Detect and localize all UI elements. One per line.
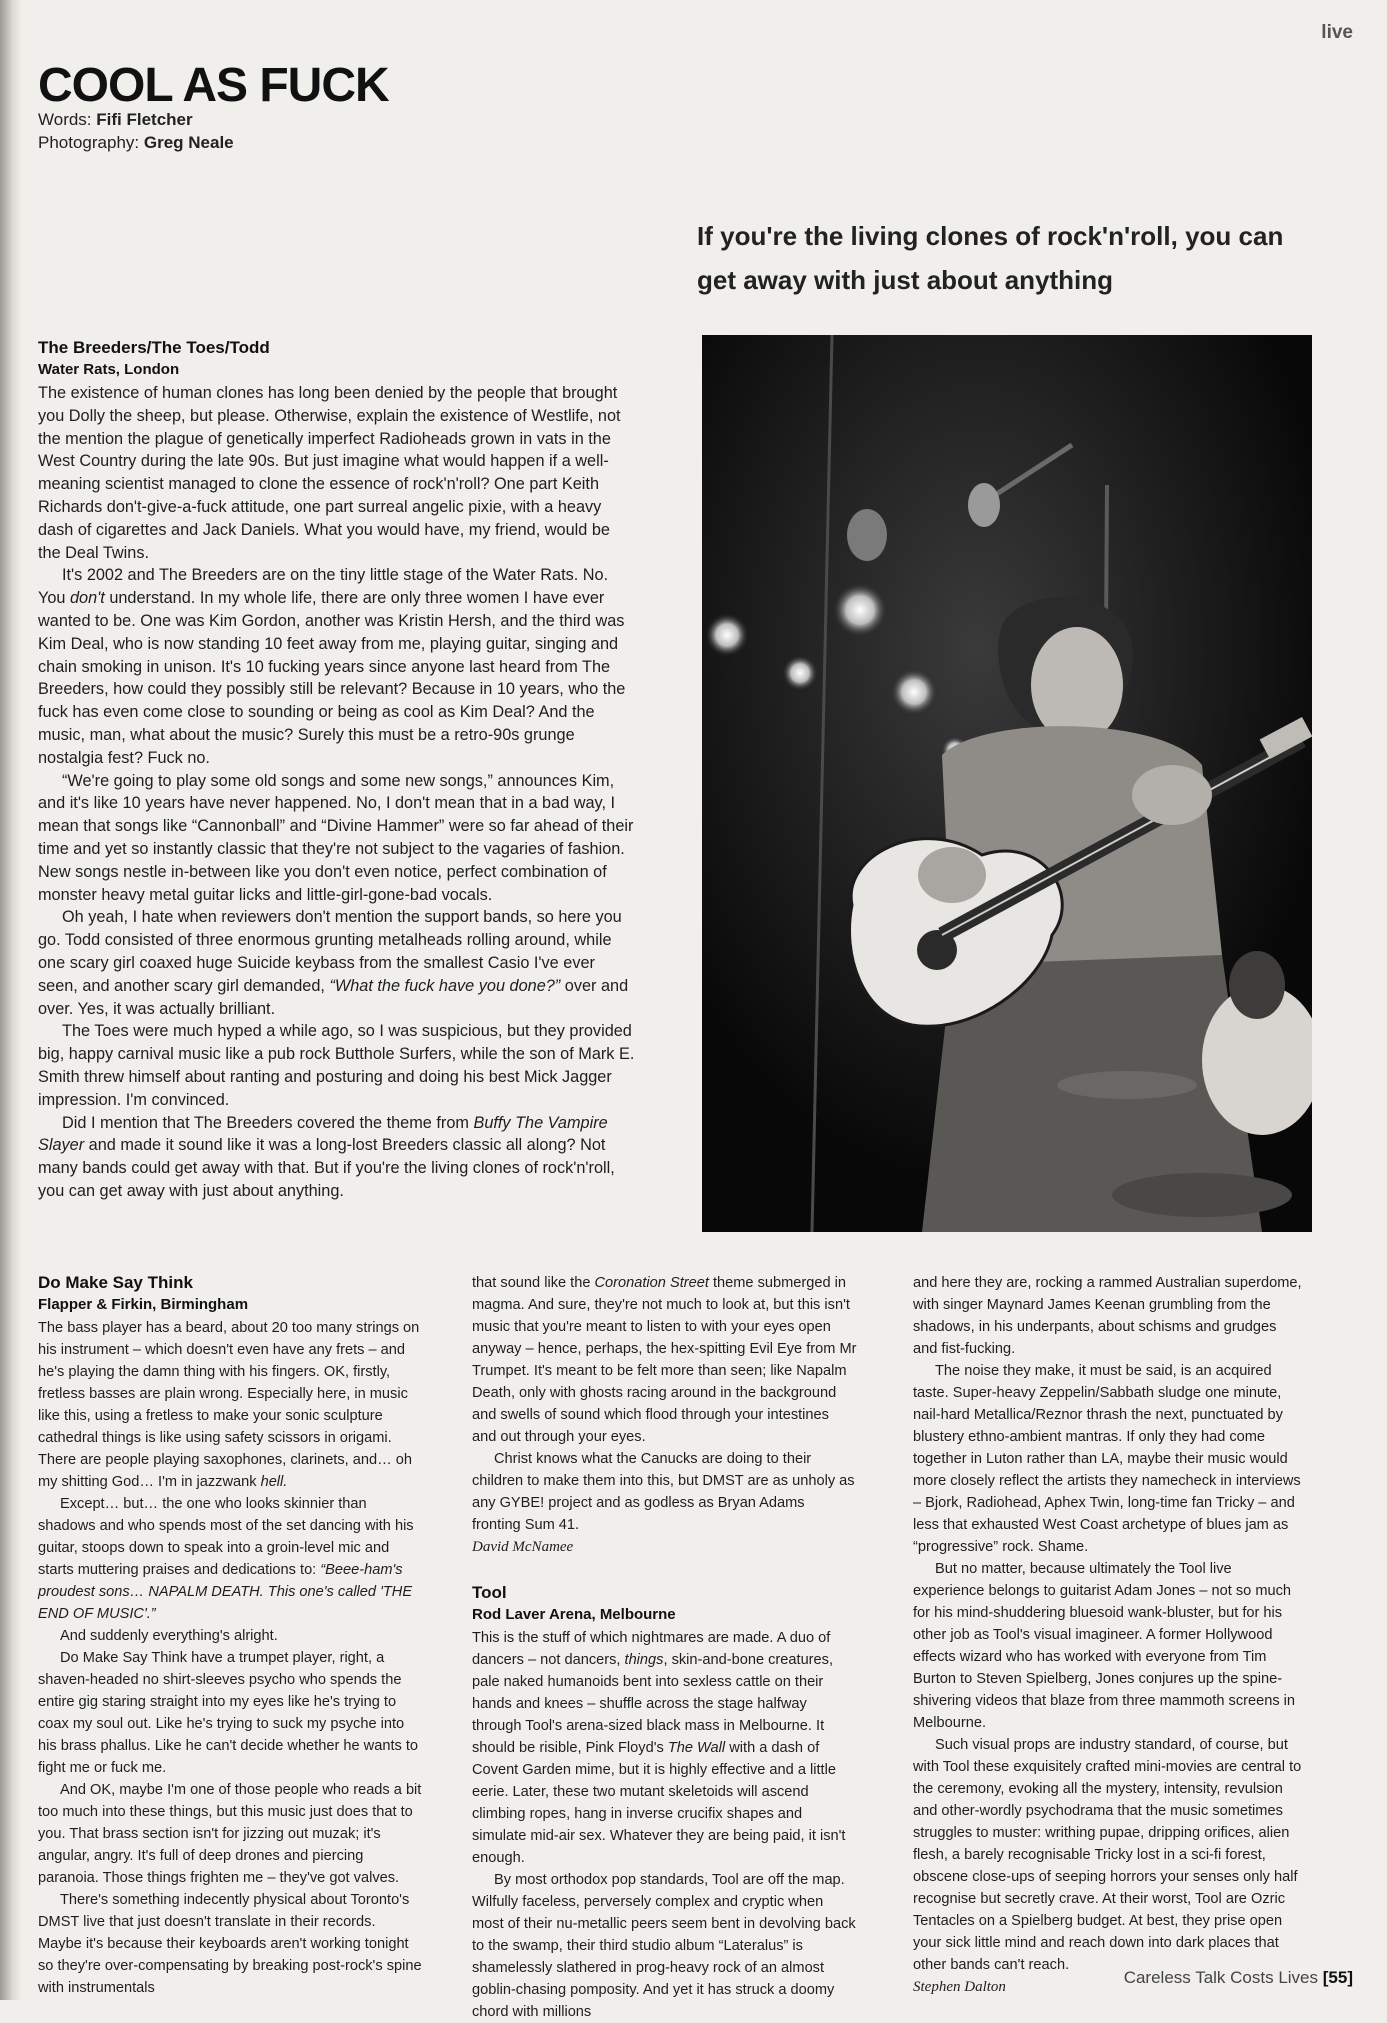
dmst-byline: David McNamee (472, 1539, 574, 1555)
concert-photo (702, 335, 1312, 1232)
paragraph: Do Make Say Think have a trumpet player, right, a shaven-headed no shirt-sleeves psycho who spends the entire gig staring straight into my eyes like he's trying to coax my soul out. Like he's trying to suck my psyche into his brass phallus. Like he can't decide whether he wants to fight me or fuck me. (38, 1650, 419, 1776)
paragraph: Such visual props are industry standard, of course, but with Tool these exquisitely crafted mini-movies are central to the ceremony, evoking all the mystery, intensity, revulsion and other-wordly psychodrama that the music sometimes struggles to muster: writhing pupae, dripping orifices, alien flesh, a barely recognisable Tricky lost in a sci-fi forest, obscene close-ups of seeping horrors your senses only half recognise but secretly crave. At their worst, Tool are Ozric Tentacles on a Spielberg budget. At best, they prise open your sick little mind and reach down into dark places that other bands can't reach. (913, 1737, 1302, 1973)
paragraph: Except… but… the one who looks skinnier than shadows and who spends most of the set dancing with his guitar, stoops down to speak into a groin-level mic and starts muttering praises and dedications to: “Beee-ham's proudest sons… NAPALM DEATH. This one's called 'THE END OF MUSIC'.” (38, 1496, 414, 1622)
page-number: [55] (1322, 1968, 1353, 1987)
magazine-name: Careless Talk Costs Lives (1123, 1968, 1319, 1987)
paragraph: This is the stuff of which nightmares are made. A duo of dancers – not dancers, things, skin-and-bone creatures, pale naked humanoids bent into sexless cattle on their hands and knees – shuffle across the stage halfway through Tool's arena-sized black mass in Melbourne. It should be risible, Pink Floyd's The Wall with a dash of Covent Garden mime, but it is highly effective and a little eerie. Later, these two mutant skeletoids will ascend climbing ropes, hang in inverse crucifix shapes and simulate mid-air sex. Whatever they are being paid, it isn't enough. (472, 1630, 846, 1866)
words-label: Words: (38, 110, 92, 129)
words-credit (38, 110, 193, 130)
review-venue: Rod Laver Arena, Melbourne (472, 1606, 676, 1623)
paragraph: And OK, maybe I'm one of those people who reads a bit too much into these things, but this music just does that to you. That brass section isn't for jizzing out muzak; it's angular, angry. It's full of deep drones and piercing paranoia. Those things frighten me – they've got valves. (38, 1782, 422, 1886)
review-venue: Water Rats, London (38, 361, 180, 378)
paragraph: But no matter, because ultimately the Tool live experience belongs to guitarist Adam Jones – not so much for his mind-shuddering bluesoid wank-bluster, but for his other job as Tool's visual imagineer. A former Hollywood effects wizard who has worked with everyone from Tim Burton to Steven Spielberg, Jones conjures up the spine-shivering videos that blaze from three mammoth screens in Melbourne. (913, 1561, 1296, 1731)
review-venue: Flapper & Firkin, Birmingham (38, 1296, 249, 1313)
page-footer (1124, 1968, 1353, 1988)
paragraph: The Toes were much hyped a while ago, so I was suspicious, but they provided big, happy carnival music like a pub rock Butthole Surfers, while the son of Mark E. Smith threw himself about ranting and posturing and doing his best Mick Jagger impression. I'm convinced. (38, 1022, 635, 1109)
tool-byline: Stephen Dalton (913, 1979, 1006, 1995)
section-tag: live (1321, 22, 1353, 43)
dmst-review-column-1 (38, 1272, 423, 1999)
words-author: Fifi Fletcher (96, 110, 193, 129)
paragraph-continued: that sound like the Coronation Street theme submerged in magma. And sure, they're not much to look at, but this isn't music that you're meant to listen to with your eyes open anyway – hence, perhaps, the hex-spitting Evil Eye from Mr Trumpet. It's meant to be felt more than seen; like Napalm Death, only with ghosts racing around in the background and swells of sound which flood through your intestines and out through your eyes. (472, 1275, 857, 1445)
paragraph-continued: and here they are, rocking a rammed Australian superdome, with singer Maynard James Keenan grumbling from the shadows, in his underpants, about schisms and grudges and fist-fucking. (913, 1275, 1302, 1357)
photo-author: Greg Neale (143, 133, 234, 152)
article-title: COOL AS FUCK (38, 59, 389, 112)
photo-label: Photography: (38, 133, 140, 152)
breeders-review (38, 337, 636, 1203)
paragraph: Oh yeah, I hate when reviewers don't mention the support bands, so here you go. Todd consisted of three enormous grunting metalheads rolling around, while one scary girl coaxed huge Suicide keybass from the smallest Casio I've ever seen, and another scary girl demanded, “What the fuck have you done?” over and over. Yes, it was actually brilliant. (38, 908, 629, 1018)
paragraph: The noise they make, it must be said, is an acquired taste. Super-heavy Zeppelin/Sabbath sludge one minute, nail-hard Metallica/Reznor thrash the next, punctuated by blustery ethno-ambient mantras. If only they had come together in Luton rather than LA, maybe their music would more closely reflect the artists they namecheck in interviews – Bjork, Radiohead, Aphex Twin, long-time fan Tricky – and less that exhausted West Coast archetype of blues jam as “progressive” rock. Shame. (913, 1363, 1301, 1555)
paragraph: The existence of human clones has long been denied by the people that brought you Dolly the sheep, but please. Otherwise, explain the existence of Westlife, not the mention the plague of genetically imperfect Radioheads grown in vats in the West Country during the late 90s. But just imagine what would happen if a well-meaning scientist managed to clone the essence of rock'n'roll? One part Keith Richards don't-give-a-fuck attitude, one part surreal angelic pixie, with a heavy dash of cigarettes and Jack Daniels. What you would have, my friend, would be the Deal Twins. (38, 384, 621, 562)
paragraph: The bass player has a beard, about 20 too many strings on his instrument – which doesn't even have any frets – and he's playing the damn thing with his fingers. OK, firstly, fretless basses are plain wrong. Especially here, in music like this, using a fretless to make your sonic sculpture cathedral things is like using safety scissors in origami. There are people playing saxophones, clarinets, and… oh my shitting God… I'm in jazzwank hell. (38, 1320, 420, 1490)
review-heading: Do Make Say Think (38, 1273, 193, 1292)
paragraph: And suddenly everything's alright. (60, 1628, 278, 1644)
paragraph: There's something indecently physical about Toronto's DMST live that just doesn't translate in their records. Maybe it's because their keyboards aren't working tonight so they're over-compensating by breaking post-rock's spine with instrumentals (38, 1892, 422, 1996)
dmst-tool-column-2 (472, 1272, 857, 2023)
paragraph: Did I mention that The Breeders covered the theme from Buffy The Vampire Slayer and made it sound like it was a long-lost Breeders classic all along? Not many bands could get away with that. But if you're the living clones of rock'n'roll, you can get away with just about anything. (38, 1113, 615, 1200)
photo-credit (38, 133, 234, 153)
review-heading: The Breeders/The Toes/Todd (38, 338, 270, 357)
paragraph: By most orthodox pop standards, Tool are off the map. Wilfully faceless, perversely complex and cryptic when most of their nu-metallic peers seem bent in devolving back to the swamp, their third studio album “Lateralus” is shamelessly slathered in prog-heavy rock of an almost goblin-chasing pomposity. And yet it has struck a doomy chord with millions (472, 1872, 856, 2020)
guitarist-on-stage-image (702, 335, 1312, 1232)
paragraph: “We're going to play some old songs and some new songs,” announces Kim, and it's like 10 years have never happened. No, I don't mean that in a bad way, I mean that songs like “Cannonball” and “Divine Hammer” were so far ahead of their time and yet so instantly classic that they're not subject to the vagaries of fashion. New songs nestle in-between like you don't even notice, perfect combination of monster heavy metal guitar licks and little-girl-gone-bad vocals. (38, 771, 634, 904)
review-heading: Tool (472, 1583, 507, 1602)
pull-quote: If you're the living clones of rock'n'roll, you can get away with just about anything (697, 221, 1284, 295)
page-binding-shadow (0, 0, 22, 2000)
paragraph: It's 2002 and The Breeders are on the tiny little stage of the Water Rats. No. You don't understand. In my whole life, there are only three women I have ever wanted to be. One was Kim Gordon, another was Kristin Hersh, and the third was Kim Deal, who is now standing 10 feet away from me, playing guitar, singing and chain smoking in unison. It's 10 fucking years since anyone last heard from The Breeders, how could they possibly still be relevant? Because in 10 years, who the fuck has even come close to sounding or being as cool as Kim Deal? And the music, man, what about the music? Surely this must be a retro-90s grunge nostalgia fest? Fuck no. (38, 566, 626, 767)
tool-review-column-3 (913, 1272, 1303, 1998)
paragraph: Christ knows what the Canucks are doing to their children to make them into this, but DMST are as unholy as any GYBE! project and as godless as Bryan Adams fronting Sum 41. (472, 1451, 855, 1533)
